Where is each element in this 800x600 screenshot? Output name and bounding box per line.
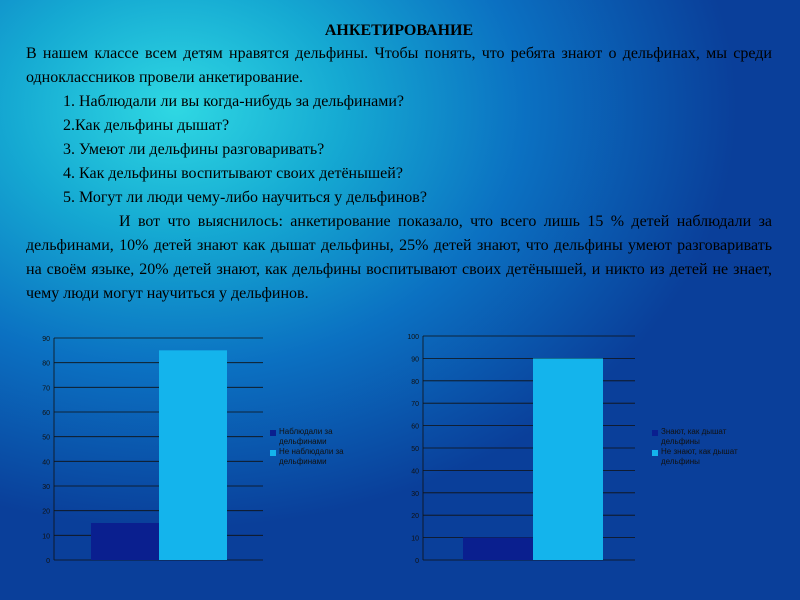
y-tick-label: 60 [411, 423, 419, 431]
intro-paragraph: В нашем классе всем детям нравятся дельфины. Чтобы понять, что ребята знают о дельфинах, мы среди одноклассников провели анкетирование. [26, 45, 772, 86]
chart-breathing-knowledge [395, 330, 790, 570]
bar-series-1 [463, 538, 533, 560]
legend-label: Не наблюдали за дельфинами [279, 447, 344, 466]
y-tick-label: 70 [411, 401, 419, 409]
chart-observed-svg [20, 330, 400, 570]
y-tick-label: 70 [42, 385, 50, 393]
y-tick-label: 10 [411, 535, 419, 543]
question-3: 3. Умеют ли дельфины разговаривать? [63, 141, 325, 158]
survey-text [26, 20, 772, 306]
question-2: 2.Как дельфины дышат? [63, 117, 230, 134]
bar-series-2 [159, 350, 227, 560]
legend-swatch [270, 430, 276, 436]
y-tick-label: 0 [415, 558, 419, 565]
legend-label: Не знают, как дышат дельфины [661, 447, 738, 466]
y-tick-label: 80 [411, 378, 419, 386]
y-tick-label: 40 [42, 459, 50, 467]
y-tick-label: 40 [411, 468, 419, 476]
y-tick-label: 30 [411, 490, 419, 498]
y-tick-label: 90 [42, 336, 50, 343]
bar-series-1 [91, 523, 159, 560]
y-tick-label: 0 [46, 558, 50, 565]
legend-swatch [270, 450, 276, 456]
legend-label: Наблюдали за дельфинами [279, 427, 333, 446]
y-tick-label: 50 [42, 434, 50, 442]
question-1: 1. Наблюдали ли вы когда-нибудь за дельфинами? [63, 93, 405, 110]
chart-breathing-svg [395, 330, 790, 570]
y-tick-label: 60 [42, 410, 50, 417]
y-tick-label: 90 [411, 356, 419, 364]
question-4: 4. Как дельфины воспитывают своих детёнышей? [63, 165, 403, 182]
page-title: АНКЕТИРОВАНИЕ [324, 22, 474, 39]
result-paragraph: И вот что выяснилось: анкетирование показало, что всего лишь 15 % детей наблюдали за дельфинами, 10% детей знают как дышат дельфины, 25% детей знают, что дельфины умеют разговаривать на своём языке, 20% детей знают, как дельфины воспитывают своих детёнышей, и никто из детей не знает, чему люди могут научиться у дельфинов. [26, 213, 772, 302]
y-tick-label: 80 [42, 360, 50, 368]
y-tick-label: 20 [42, 508, 50, 516]
y-tick-label: 30 [42, 484, 50, 491]
legend-label: Знают, как дышат дельфины [661, 427, 727, 446]
chart-observed-dolphins [20, 330, 400, 570]
bar-series-2 [533, 358, 603, 560]
y-tick-label: 10 [42, 533, 50, 541]
y-tick-label: 100 [407, 334, 419, 341]
legend-swatch [652, 450, 658, 456]
y-tick-label: 20 [411, 513, 419, 521]
question-5: 5. Могут ли люди чему-либо научиться у дельфинов? [63, 189, 427, 206]
legend-swatch [652, 430, 658, 436]
y-tick-label: 50 [411, 446, 419, 453]
